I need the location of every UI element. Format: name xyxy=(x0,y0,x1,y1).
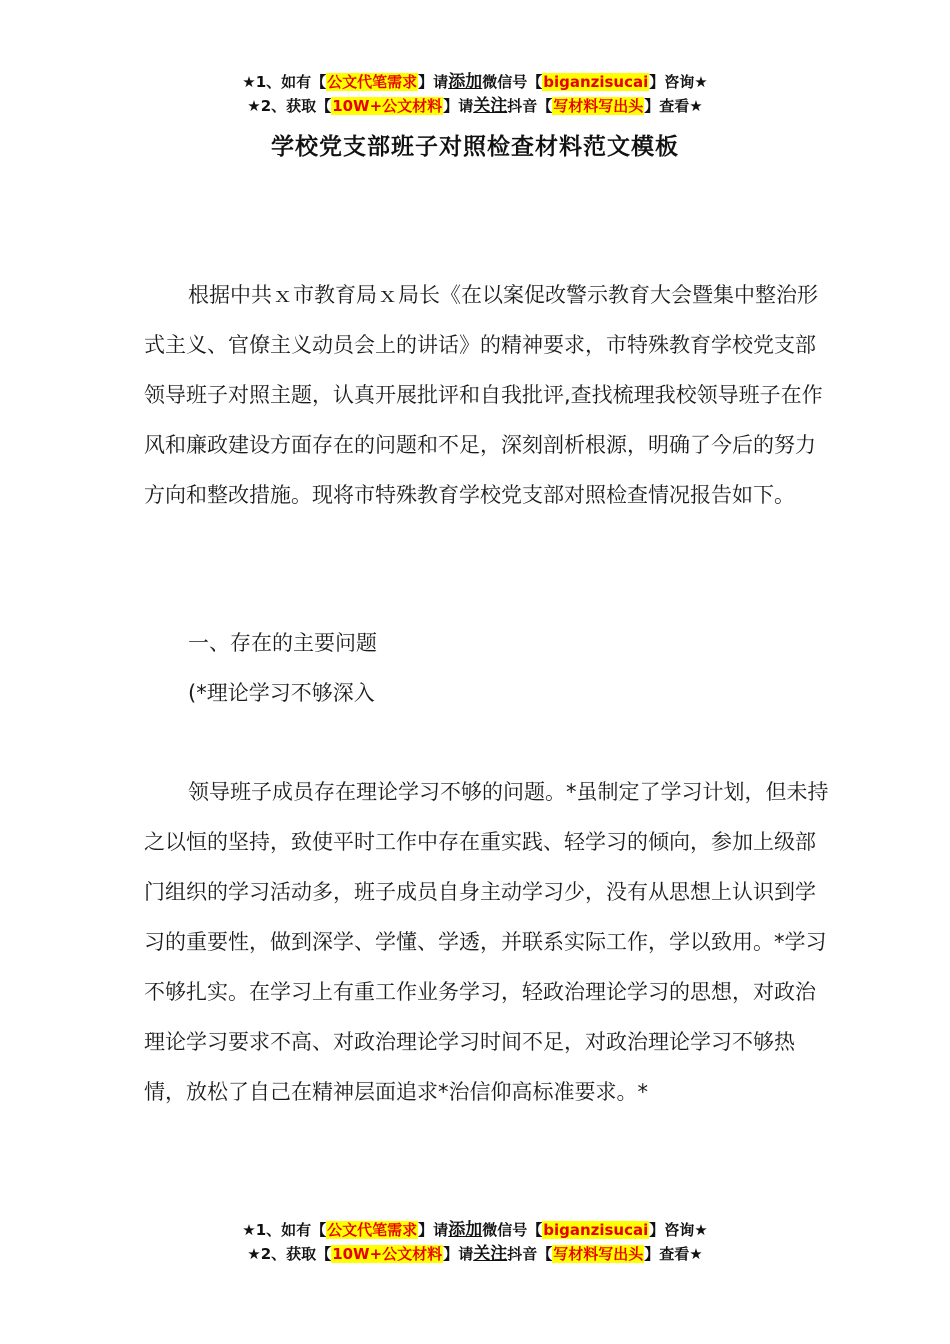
section-heading: 一、存在的主要问题 xyxy=(188,631,377,655)
intro-paragraph: 根据中共ｘ市教育局ｘ局长《在以案促改警示教育大会暨集中整治形式主义、官僚主义动员会上的讲话》的精神要求，市特殊教育学校党支部领导班子对照主题，认真开展批评和自我批评,查找梳理我校领导班子在作风和廉政建设方面存在的问题和不足，深刻剖析根源，明确了今后的努力方向和整改措施。现将市特殊教育学校党支部对照检查情况报告如下。 xyxy=(144,283,823,507)
banner-underline: 关注 xyxy=(473,96,508,116)
banner-text: 微信号【 xyxy=(482,73,543,91)
banner-text: 】请 xyxy=(443,1245,474,1263)
banner-line-1 xyxy=(0,70,950,94)
banner-douyin-id: 写材料写出头 xyxy=(553,1245,644,1263)
banner-underline: 添加 xyxy=(448,1220,483,1240)
banner-highlight: 10W+公文材料 xyxy=(332,97,443,115)
banner-text: ★2、获取【 xyxy=(247,1245,332,1263)
banner-highlight: 10W+公文材料 xyxy=(332,1245,443,1263)
banner-text: 抖音【 xyxy=(507,97,553,115)
header-banner xyxy=(0,70,950,118)
document-title: 学校党支部班子对照检查材料范文模板 xyxy=(271,134,679,160)
banner-text: ★1、如有【 xyxy=(242,73,327,91)
banner-text: 】请 xyxy=(443,97,474,115)
banner-highlight: 公文代笔需求 xyxy=(327,1221,418,1239)
banner-line-2 xyxy=(0,1242,950,1266)
banner-underline: 关注 xyxy=(473,1244,508,1264)
banner-text: 】查看★ xyxy=(644,1245,703,1263)
subsection-heading: (*理论学习不够深入 xyxy=(188,681,375,705)
banner-highlight: 公文代笔需求 xyxy=(327,73,418,91)
banner-text: 】请 xyxy=(418,73,449,91)
banner-text: 】请 xyxy=(418,1221,449,1239)
banner-text: ★2、获取【 xyxy=(247,97,332,115)
banner-text: 微信号【 xyxy=(482,1221,543,1239)
banner-line-2 xyxy=(0,94,950,118)
banner-wechat-id: biganzisucai xyxy=(543,73,649,91)
banner-text: 】查看★ xyxy=(644,97,703,115)
banner-wechat-id: biganzisucai xyxy=(543,1221,649,1239)
banner-douyin-id: 写材料写出头 xyxy=(553,97,644,115)
banner-text: 抖音【 xyxy=(507,1245,553,1263)
banner-text: ★1、如有【 xyxy=(242,1221,327,1239)
banner-underline: 添加 xyxy=(448,72,483,92)
banner-text: 】咨询★ xyxy=(649,73,708,91)
body-paragraph: 领导班子成员存在理论学习不够的问题。*虽制定了学习计划，但未持之以恒的坚持，致使平时工作中存在重实践、轻学习的倾向，参加上级部门组织的学习活动多，班子成员自身主动学习少，没有从思想上认识到学习的重要性，做到深学、学懂、学透，并联系实际工作，学以致用。*学习不够扎实。在学习上有重工作业务学习，轻政治理论学习的思想，对政治理论学习要求不高、对政治理论学习时间不足，对政治理论学习不够热情，放松了自己在精神层面追求*治信仰高标准要求。* xyxy=(144,780,829,1104)
banner-line-1 xyxy=(0,1218,950,1242)
banner-text: 】咨询★ xyxy=(649,1221,708,1239)
footer-banner xyxy=(0,1218,950,1266)
